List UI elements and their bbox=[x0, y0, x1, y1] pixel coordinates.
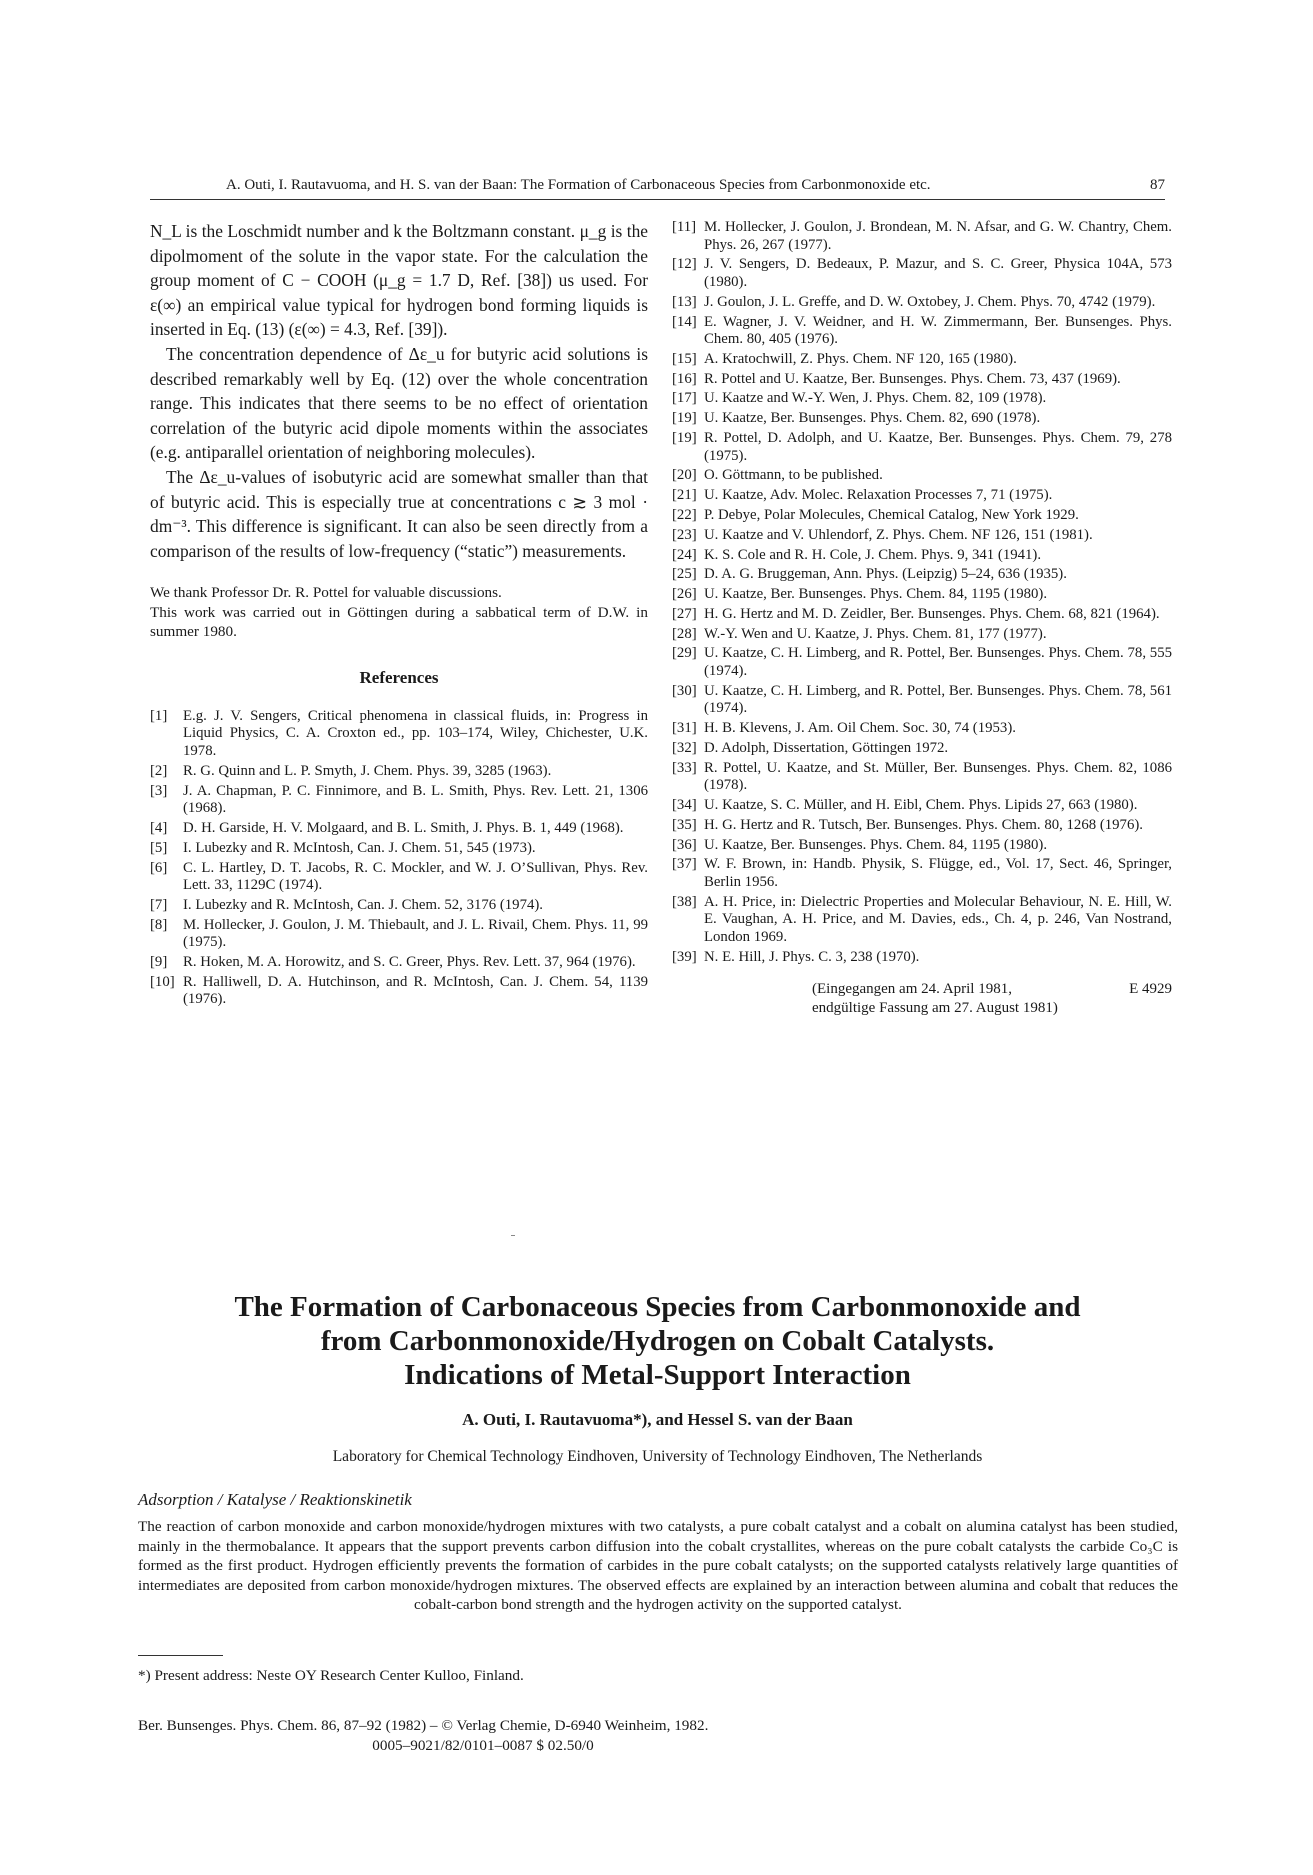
reference-number: [2] bbox=[150, 762, 168, 779]
reference-number: [38] bbox=[672, 893, 697, 910]
reference-item bbox=[672, 527, 1172, 545]
footnote: *) Present address: Neste OY Research Center Kulloo, Finland. bbox=[138, 1667, 524, 1684]
article-title bbox=[150, 1290, 1165, 1392]
reference-text: R. Pottel, U. Kaatze, and St. Müller, Ber. Bunsenges. Phys. Chem. 82, 1086 (1978). bbox=[704, 759, 1172, 794]
reference-number: [11] bbox=[672, 219, 697, 235]
reference-number: [10] bbox=[150, 973, 175, 990]
reference-item bbox=[672, 467, 1172, 485]
reference-list bbox=[672, 219, 1172, 966]
reference-item bbox=[672, 626, 1172, 644]
reference-text: R. Halliwell, D. A. Hutchinson, and R. McIntosh, Can. J. Chem. 54, 1139 (1976). bbox=[183, 973, 648, 1008]
reference-number: [3] bbox=[150, 782, 168, 799]
reference-text: M. Hollecker, J. Goulon, J. Brondean, M. N. Afsar, and G. W. Chantry, Chem. Phys. 26, 267 (1977). bbox=[704, 219, 1172, 253]
reference-text: D. H. Garside, H. V. Molgaard, and B. L. Smith, J. Phys. B. 1, 449 (1968). bbox=[183, 819, 624, 836]
reference-text: U. Kaatze, Ber. Bunsenges. Phys. Chem. 84, 1195 (1980). bbox=[704, 586, 1048, 603]
reference-item bbox=[150, 860, 648, 895]
reference-text: E. Wagner, J. V. Weidner, and H. W. Zimmermann, Ber. Bunsenges. Phys. Chem. 80, 405 (1976). bbox=[704, 313, 1172, 348]
reference-text: W.-Y. Wen and U. Kaatze, J. Phys. Chem. 81, 177 (1977). bbox=[704, 625, 1047, 642]
reference-item bbox=[672, 294, 1172, 312]
reference-number: [32] bbox=[672, 739, 697, 756]
reference-number: [16] bbox=[672, 370, 697, 387]
reference-text: C. L. Hartley, D. T. Jacobs, R. C. Mockler, and W. J. O’Sullivan, Phys. Rev. Lett. 33, 1129C (1974). bbox=[183, 859, 648, 894]
reference-number: [33] bbox=[672, 759, 697, 776]
reference-number: [22] bbox=[672, 506, 697, 523]
reference-number: [1] bbox=[150, 707, 168, 724]
reference-number: [8] bbox=[150, 916, 168, 933]
title-line: The Formation of Carbonaceous Species from Carbonmonoxide and bbox=[234, 1291, 1081, 1323]
reference-number: [24] bbox=[672, 546, 697, 563]
reference-text: P. Debye, Polar Molecules, Chemical Catalog, New York 1929. bbox=[704, 506, 1079, 523]
reference-item bbox=[672, 507, 1172, 525]
running-title: A. Outi, I. Rautavuoma, and H. S. van der Baan: The Formation of Carbonaceous Species from Carbonmonoxide etc. bbox=[226, 177, 931, 193]
reference-item bbox=[672, 314, 1172, 349]
reference-item bbox=[672, 760, 1172, 795]
reference-item bbox=[150, 783, 648, 818]
reference-number: [12] bbox=[672, 256, 697, 273]
body-paragraph: The concentration dependence of Δε_u for butyric acid solutions is described remarkably well by Eq. (12) over the whole concentration range. This indicates that there seems to be no effect of orientation correlation of the butyric acid dipole moments within the associates (e.g. antiparallel orientation of neighboring molecules). bbox=[150, 343, 648, 463]
reference-item bbox=[672, 487, 1172, 505]
abstract: The reaction of carbon monoxide and carbon monoxide/hydrogen mixtures with two catalysts, a pure cobalt catalyst and a cobalt on alumina catalyst has been studied, mainly in the thermobalance. It appears that the support prevents carbon diffusion into the cobalt crystallites, whereas on the pure cobalt catalysts the carbide Co₃C is formed as the first product. Hydrogen efficiently prevents the formation of carbides in the pure cobalt catalysts; on the supported catalysts relatively large quantities of intermediates are deposited from carbon monoxide/hydrogen mixtures. The observed effects are explained by an interaction between alumina and cobalt that reduces the cobalt-carbon bond strength and the hydrogen activity on the supported catalyst. bbox=[138, 1518, 1178, 1614]
reference-number: [7] bbox=[150, 896, 168, 913]
reference-text: H. B. Klevens, J. Am. Oil Chem. Soc. 30, 74 (1953). bbox=[704, 720, 1016, 737]
reference-text: J. V. Sengers, D. Bedeaux, P. Mazur, and S. C. Greer, Physica 104A, 573 (1980). bbox=[704, 256, 1172, 290]
reference-list bbox=[150, 708, 648, 1009]
reference-number: [9] bbox=[150, 954, 168, 971]
reference-item bbox=[672, 856, 1172, 891]
reference-text: R. Pottel, D. Adolph, and U. Kaatze, Ber. Bunsenges. Phys. Chem. 79, 278 (1975). bbox=[704, 430, 1172, 464]
title-line: Indications of Metal-Support Interaction bbox=[404, 1359, 911, 1391]
reference-text: I. Lubezky and R. McIntosh, Can. J. Chem. 51, 545 (1973). bbox=[183, 839, 536, 856]
reference-item bbox=[672, 586, 1172, 604]
reference-item bbox=[672, 949, 1172, 967]
reference-text: A. H. Price, in: Dielectric Properties and Molecular Behaviour, N. E. Hill, W. E. Vaughan, A. H. Price, and M. Davies, eds., Ch. 4, p. 246, Van Nostrand, London 1969. bbox=[704, 893, 1172, 946]
reference-item bbox=[672, 720, 1172, 738]
reference-number: [17] bbox=[672, 390, 697, 407]
reference-text: U. Kaatze, C. H. Limberg, and R. Pottel, Ber. Bunsenges. Phys. Chem. 78, 561 (1974). bbox=[704, 682, 1172, 717]
received-date: (Eingegangen am 24. April 1981, bbox=[812, 981, 1012, 998]
reference-item bbox=[672, 547, 1172, 565]
reference-item bbox=[672, 606, 1172, 624]
title-line: from Carbonmonoxide/Hydrogen on Cobalt Catalysts. bbox=[320, 1325, 995, 1357]
reference-text: U. Kaatze, S. C. Müller, and H. Eibl, Chem. Phys. Lipids 27, 663 (1980). bbox=[704, 797, 1138, 814]
acknowledgement: We thank Professor Dr. R. Pottel for valuable discussions. bbox=[150, 584, 502, 602]
reference-item bbox=[672, 219, 1172, 254]
reference-text: W. F. Brown, in: Handb. Physik, S. Flügge, ed., Vol. 17, Sect. 46, Springer, Berlin 1956. bbox=[704, 856, 1172, 891]
reference-number: [39] bbox=[672, 948, 697, 965]
reference-item bbox=[672, 566, 1172, 584]
reference-number: [5] bbox=[150, 839, 168, 856]
reference-number: [23] bbox=[672, 526, 697, 543]
acknowledgement: This work was carried out in Göttingen during a sabbatical term of D.W. in summer 1980. bbox=[150, 603, 648, 641]
reference-text: O. Göttmann, to be published. bbox=[704, 467, 883, 484]
reference-number: [29] bbox=[672, 645, 697, 662]
reference-item bbox=[672, 430, 1172, 465]
reference-text: R. G. Quinn and L. P. Smyth, J. Chem. Phys. 39, 3285 (1963). bbox=[183, 762, 552, 779]
reference-item bbox=[150, 897, 648, 915]
final-version-date: endgültige Fassung am 27. August 1981) bbox=[812, 1000, 1058, 1017]
manuscript-id: E 4929 bbox=[1129, 981, 1172, 998]
reference-number: [14] bbox=[672, 313, 697, 330]
reference-number: [15] bbox=[672, 350, 697, 367]
right-column bbox=[672, 219, 1172, 1018]
reference-item bbox=[672, 645, 1172, 680]
reference-number: [26] bbox=[672, 586, 697, 603]
reference-number: [30] bbox=[672, 682, 697, 699]
reference-number: [13] bbox=[672, 293, 697, 310]
reference-item bbox=[150, 974, 648, 1009]
reference-text: M. Hollecker, J. Goulon, J. M. Thiebault, and J. L. Rivail, Chem. Phys. 11, 99 (1975). bbox=[183, 916, 648, 951]
reference-number: [28] bbox=[672, 625, 697, 642]
reference-item bbox=[150, 917, 648, 952]
reference-text: U. Kaatze, Ber. Bunsenges. Phys. Chem. 82, 690 (1978). bbox=[704, 410, 1041, 427]
reference-item bbox=[672, 410, 1172, 428]
reference-item bbox=[150, 840, 648, 858]
reference-item bbox=[672, 797, 1172, 815]
reference-number: [37] bbox=[672, 856, 697, 873]
reference-number: [19] bbox=[672, 410, 697, 427]
reference-item bbox=[672, 390, 1172, 408]
page-number: 87 bbox=[1150, 177, 1165, 193]
reference-text: I. Lubezky and R. McIntosh, Can. J. Chem. 52, 3176 (1974). bbox=[183, 896, 544, 913]
reference-item bbox=[672, 740, 1172, 758]
reference-text: H. G. Hertz and R. Tutsch, Ber. Bunsenges. Phys. Chem. 80, 1268 (1976). bbox=[704, 816, 1143, 833]
reference-number: [25] bbox=[672, 566, 697, 583]
authors: A. Outi, I. Rautavuoma*), and Hessel S. van der Baan bbox=[462, 1410, 853, 1429]
reference-text: U. Kaatze and W.-Y. Wen, J. Phys. Chem. 82, 109 (1978). bbox=[704, 390, 1047, 407]
reference-item bbox=[672, 817, 1172, 835]
reference-text: A. Kratochwill, Z. Phys. Chem. NF 120, 165 (1980). bbox=[704, 350, 1017, 367]
reference-item bbox=[672, 256, 1172, 291]
issn-line: 0005–9021/82/0101–0087 $ 02.50/0 bbox=[372, 1737, 594, 1754]
reference-number: [20] bbox=[672, 467, 697, 484]
divider-mark bbox=[511, 1235, 515, 1236]
reference-item bbox=[150, 763, 648, 781]
reference-text: K. S. Cole and R. H. Cole, J. Chem. Phys. 9, 341 (1941). bbox=[704, 546, 1042, 563]
citation-line: Ber. Bunsenges. Phys. Chem. 86, 87–92 (1982) – © Verlag Chemie, D-6940 Weinheim, 1982. bbox=[138, 1717, 709, 1734]
reference-text: J. Goulon, J. L. Greffe, and D. W. Oxtobey, J. Chem. Phys. 70, 4742 (1979). bbox=[704, 293, 1156, 310]
received-note bbox=[672, 980, 1172, 1018]
reference-text: D. A. G. Bruggeman, Ann. Phys. (Leipzig) 5–24, 636 (1935). bbox=[704, 566, 1067, 583]
affiliation: Laboratory for Chemical Technology Eindhoven, University of Technology Eindhoven, The Netherlands bbox=[332, 1448, 983, 1465]
reference-number: [6] bbox=[150, 859, 168, 876]
reference-item bbox=[672, 894, 1172, 947]
reference-item bbox=[672, 371, 1172, 389]
body-paragraph: N_L is the Loschmidt number and k the Boltzmann constant. μ_g is the dipolmoment of the solute in the vapor state. For the calculation the group moment of C − COOH (μ_g = 1.7 D, Ref. [38]) us used. For ε(∞) an empirical value typical for hydrogen bond forming liquids is inserted in Eq. (13) (ε(∞) = 4.3, Ref. [39]). bbox=[150, 221, 648, 340]
reference-item bbox=[672, 837, 1172, 855]
reference-number: [34] bbox=[672, 797, 697, 814]
reference-number: [21] bbox=[672, 487, 697, 504]
reference-item bbox=[150, 708, 648, 761]
reference-text: R. Hoken, M. A. Horowitz, and S. C. Greer, Phys. Rev. Lett. 37, 964 (1976). bbox=[183, 954, 636, 971]
reference-item bbox=[150, 954, 648, 972]
reference-number: [27] bbox=[672, 605, 697, 622]
footnote-rule bbox=[138, 1655, 223, 1656]
references-heading: References bbox=[359, 667, 439, 687]
keywords: Adsorption / Katalyse / Reaktionskinetik bbox=[138, 1490, 412, 1509]
reference-text: U. Kaatze and V. Uhlendorf, Z. Phys. Chem. NF 126, 151 (1981). bbox=[704, 526, 1093, 543]
reference-item bbox=[150, 820, 648, 838]
reference-number: [19] bbox=[672, 430, 697, 447]
reference-number: [35] bbox=[672, 816, 697, 833]
running-header bbox=[150, 175, 1165, 200]
body-paragraph: The Δε_u-values of isobutyric acid are somewhat smaller than that of butyric acid. This is especially true at concentrations c ≳ 3 mol · dm⁻³. This difference is significant. It can also be seen directly from a comparison of the results of low-frequency (“static”) measurements. bbox=[150, 466, 648, 561]
reference-text: D. Adolph, Dissertation, Göttingen 1972. bbox=[704, 739, 949, 756]
reference-text: U. Kaatze, C. H. Limberg, and R. Pottel, Ber. Bunsenges. Phys. Chem. 78, 555 (1974). bbox=[704, 645, 1172, 680]
reference-text: U. Kaatze, Ber. Bunsenges. Phys. Chem. 84, 1195 (1980). bbox=[704, 836, 1048, 853]
reference-text: J. A. Chapman, P. C. Finnimore, and B. L. Smith, Phys. Rev. Lett. 21, 1306 (1968). bbox=[183, 782, 648, 817]
reference-text: E.g. J. V. Sengers, Critical phenomena in classical fluids, in: Progress in Liquid Physics, C. A. Croxton ed., pp. 103–174, Wiley, Chichester, U.K. 1978. bbox=[183, 707, 648, 759]
reference-item bbox=[672, 683, 1172, 718]
left-column bbox=[150, 219, 648, 1011]
reference-number: [36] bbox=[672, 836, 697, 853]
reference-text: R. Pottel and U. Kaatze, Ber. Bunsenges. Phys. Chem. 73, 437 (1969). bbox=[704, 370, 1121, 387]
reference-text: H. G. Hertz and M. D. Zeidler, Ber. Bunsenges. Phys. Chem. 68, 821 (1964). bbox=[704, 605, 1160, 622]
reference-number: [4] bbox=[150, 819, 168, 836]
reference-number: [31] bbox=[672, 720, 697, 737]
reference-text: U. Kaatze, Adv. Molec. Relaxation Processes 7, 71 (1975). bbox=[704, 487, 1053, 504]
reference-text: N. E. Hill, J. Phys. C. 3, 238 (1970). bbox=[704, 948, 920, 965]
reference-item bbox=[672, 351, 1172, 369]
